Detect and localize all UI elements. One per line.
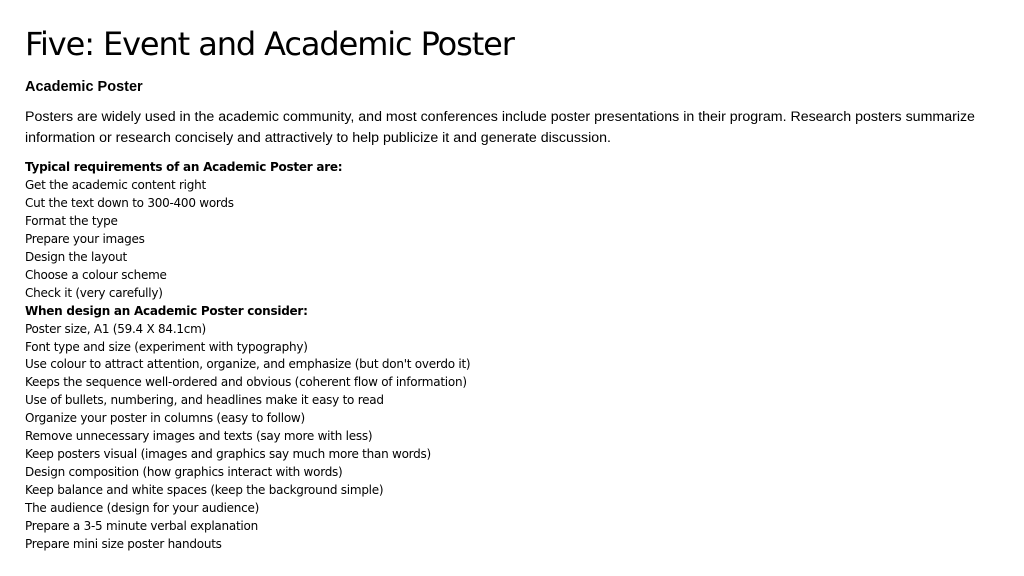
list-item: Use of bullets, numbering, and headlines make it easy to read — [25, 393, 384, 408]
list-item: Keep posters visual (images and graphics say much more than words) — [25, 447, 431, 462]
list-item: Font type and size (experiment with typography) — [25, 339, 308, 354]
list-item: Design composition (how graphics interact with words) — [25, 465, 343, 480]
list-item: Remove unnecessary images and texts (say more with less) — [25, 429, 373, 444]
requirements-heading: Typical requirements of an Academic Poster are: — [25, 160, 343, 174]
slide-subtitle: Academic Poster — [25, 79, 143, 95]
list-item: Poster size, A1 (59.4 X 84.1cm) — [25, 321, 206, 336]
list-item: Organize your poster in columns (easy to follow) — [25, 411, 305, 426]
list-item: Design the layout — [25, 249, 127, 264]
considerations-list — [25, 321, 1005, 554]
list-item: Cut the text down to 300-400 words — [25, 195, 234, 210]
list-item: Format the type — [25, 213, 118, 228]
content-lists — [25, 159, 1005, 554]
list-item: Choose a colour scheme — [25, 267, 167, 282]
intro-paragraph: Posters are widely used in the academic community, and most conferences include poster presentations in their program. Research posters summarize information or research concisely and attractively to help publicize it and generate discussion. — [25, 109, 975, 146]
list-item: Get the academic content right — [25, 177, 206, 192]
list-item: Keeps the sequence well-ordered and obvious (coherent flow of information) — [25, 375, 467, 390]
list-item: The audience (design for your audience) — [25, 501, 260, 516]
list-item: Prepare mini size poster handouts — [25, 537, 222, 552]
slide-title: Five: Event and Academic Poster — [25, 25, 514, 63]
list-item: Prepare a 3-5 minute verbal explanation — [25, 519, 258, 534]
list-item: Use colour to attract attention, organize, and emphasize (but don't overdo it) — [25, 357, 471, 372]
list-item: Check it (very carefully) — [25, 285, 163, 300]
list-item: Prepare your images — [25, 231, 145, 246]
list-item: Keep balance and white spaces (keep the background simple) — [25, 483, 384, 498]
considerations-heading: When design an Academic Poster consider: — [25, 303, 308, 318]
requirements-list — [25, 177, 1005, 303]
